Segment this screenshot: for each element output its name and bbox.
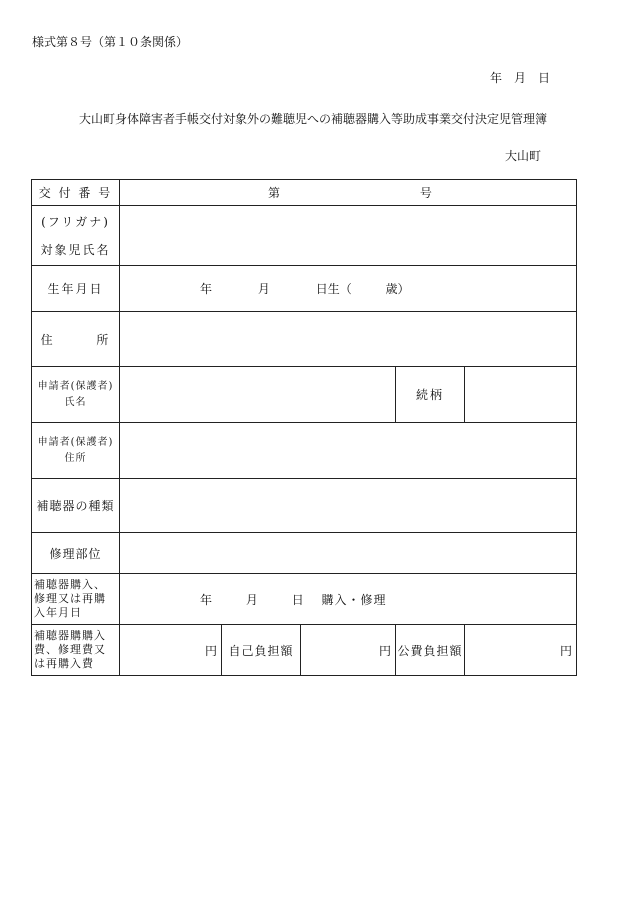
row-applicant-address — [32, 423, 577, 479]
relationship-cell[interactable] — [465, 367, 577, 423]
birth-month-unit: 月 — [257, 282, 270, 296]
date-line: 年 月 日 — [490, 71, 551, 85]
total-cost-yen: 円 — [204, 643, 217, 658]
applicant-address-cell[interactable] — [120, 423, 577, 479]
row-child-name — [32, 206, 577, 266]
purchase-month-unit: 月 — [245, 592, 258, 607]
applicant-name-label-2: 氏名 — [64, 396, 87, 408]
hearing-aid-type-cell[interactable] — [120, 479, 577, 533]
cost-label-cell — [32, 625, 120, 676]
address-label-a: 住 — [40, 332, 55, 347]
birth-date-cell[interactable] — [120, 266, 577, 312]
child-name-label-cell — [32, 206, 120, 266]
row-grant-number — [32, 180, 577, 206]
public-pay-yen: 円 — [560, 643, 573, 658]
purchase-date-label-1: 補聴器購入、 — [34, 578, 106, 591]
applicant-name-label-cell — [32, 367, 120, 423]
document-title: 大山町身体障害者手帳交付対象外の難聴児への補聴器購入等助成事業交付決定児管理簿 — [78, 112, 547, 126]
row-address — [32, 312, 577, 367]
address-label-cell — [32, 312, 120, 367]
repair-part-cell[interactable] — [120, 533, 577, 574]
purchase-date-cell[interactable] — [120, 574, 577, 625]
cost-label-3: は再購入費 — [34, 657, 94, 670]
total-cost-cell[interactable] — [120, 625, 222, 676]
child-name-cell[interactable] — [120, 206, 577, 266]
applicant-name-cell[interactable] — [120, 367, 396, 423]
applicant-address-label-cell — [32, 423, 120, 479]
grant-number-prefix: 第 — [268, 186, 281, 200]
address-label-b: 所 — [96, 332, 111, 347]
age-unit: 歳） — [385, 282, 410, 296]
public-pay-cell[interactable] — [465, 625, 577, 676]
row-cost — [32, 625, 577, 676]
applicant-address-label-2: 住所 — [64, 452, 87, 464]
row-hearing-aid-type — [32, 479, 577, 533]
town-name: 大山町 — [505, 149, 542, 163]
purchase-date-label-3: 入年月日 — [34, 606, 82, 619]
row-birth-date — [32, 266, 577, 312]
child-name-label: 対象児氏名 — [40, 242, 111, 257]
applicant-name-label-1: 申請者(保護者) — [37, 380, 114, 392]
purchase-year-unit: 年 — [200, 592, 213, 607]
grant-number-suffix: 号 — [419, 186, 432, 200]
repair-part-label: 修理部位 — [32, 533, 120, 574]
self-pay-cell[interactable] — [301, 625, 396, 676]
row-purchase-date — [32, 574, 577, 625]
form-number: 様式第８号（第１０条関係） — [32, 35, 189, 49]
purchase-date-label-cell — [32, 574, 120, 625]
address-cell[interactable] — [120, 312, 577, 367]
public-pay-label: 公費負担額 — [396, 625, 465, 676]
relationship-label: 続柄 — [396, 367, 465, 423]
birth-date-label: 生年月日 — [32, 266, 120, 312]
furigana-label: (フリガナ) — [41, 214, 110, 229]
purchase-date-label-2: 修理又は再購 — [34, 592, 106, 605]
purchase-kind: 購入・修理 — [321, 592, 387, 607]
row-repair-part — [32, 533, 577, 574]
grant-number-cell[interactable] — [120, 180, 577, 206]
self-pay-yen: 円 — [378, 643, 391, 658]
hearing-aid-type-label: 補聴器の種類 — [32, 479, 120, 533]
register-table — [31, 179, 577, 676]
applicant-address-label-1: 申請者(保護者) — [37, 436, 114, 448]
self-pay-label: 自己負担額 — [222, 625, 301, 676]
grant-number-label: 交 付 番 号 — [32, 180, 120, 206]
row-applicant-name — [32, 367, 577, 423]
birth-day-unit: 日生（ — [315, 282, 352, 296]
birth-year-unit: 年 — [200, 282, 213, 296]
purchase-day-unit: 日 — [291, 592, 304, 607]
cost-label-1: 補聴器購購入 — [34, 629, 106, 642]
cost-label-2: 費、修理費又 — [34, 643, 106, 656]
